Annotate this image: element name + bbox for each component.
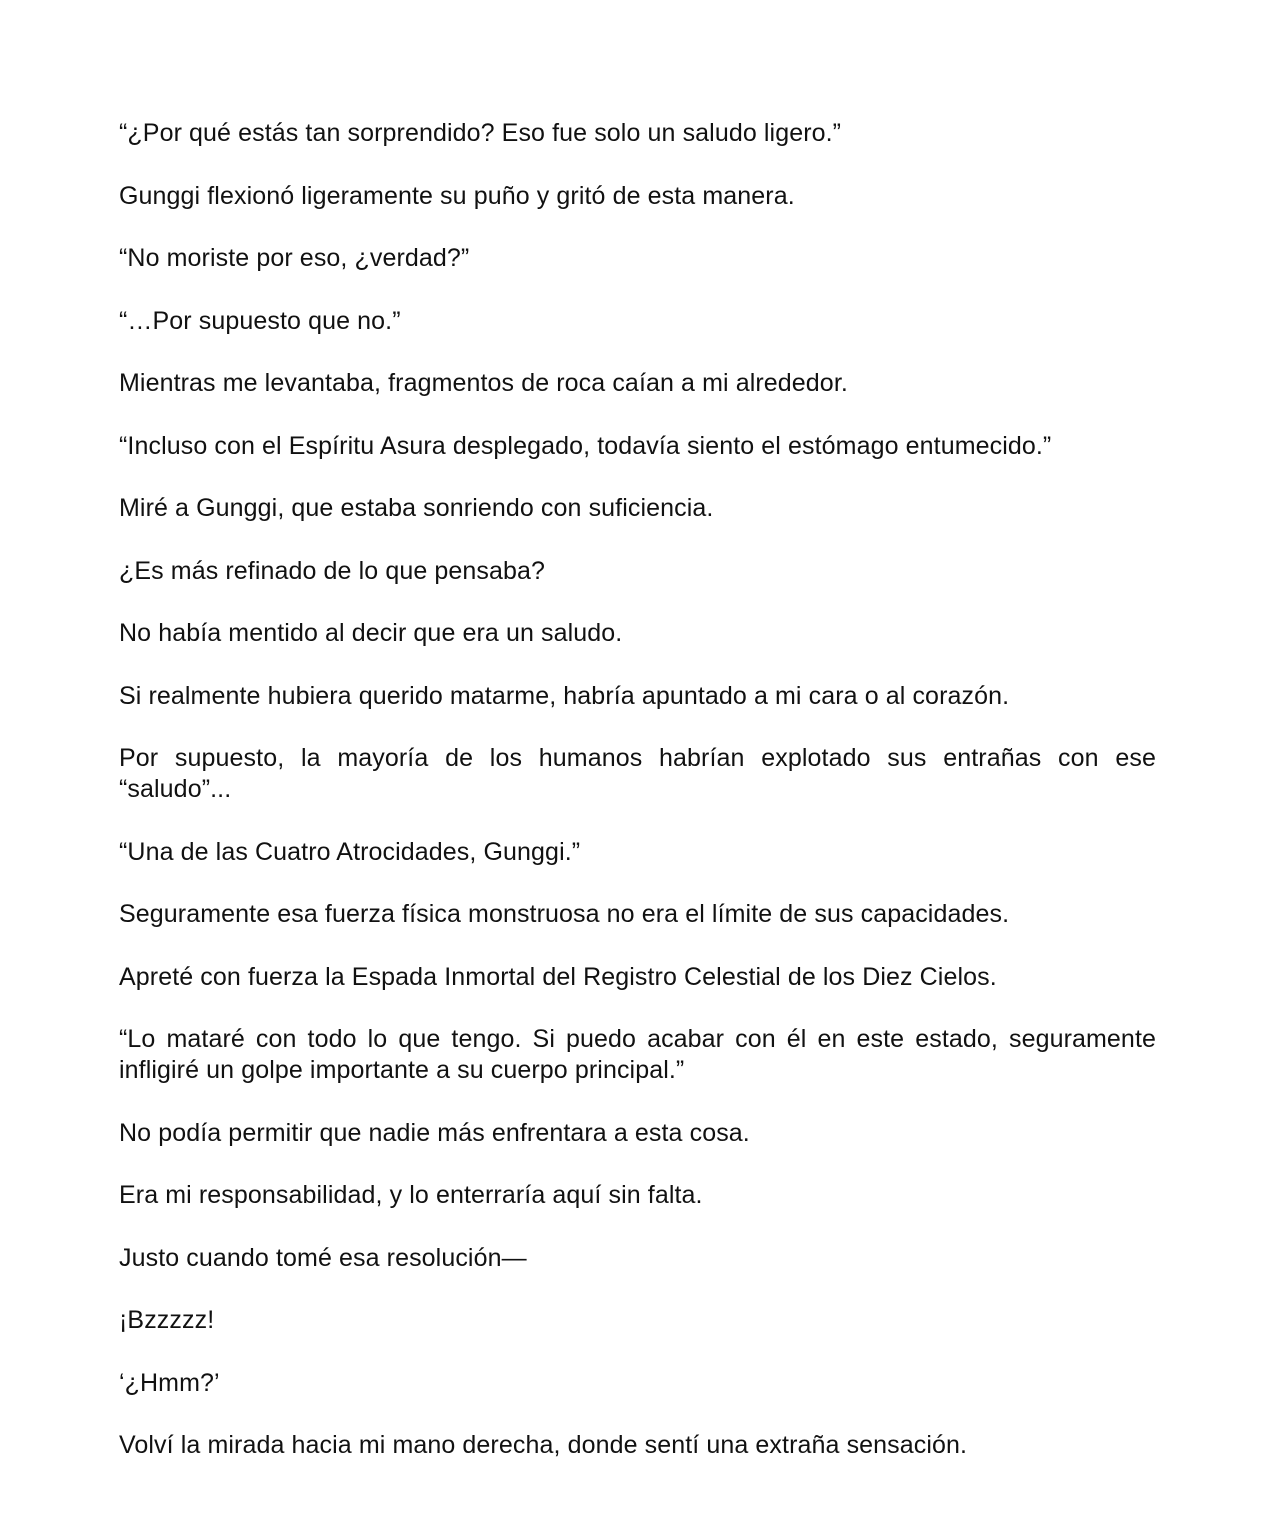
paragraph: “…Por supuesto que no.”: [119, 306, 401, 335]
paragraph: Mientras me levantaba, fragmentos de roca caían a mi alrededor.: [119, 369, 848, 397]
paragraph: “¿Por qué estás tan sorprendido? Eso fue solo un saludo ligero.”: [119, 119, 842, 147]
paragraph: “Una de las Cuatro Atrocidades, Gunggi.”: [119, 837, 581, 866]
paragraph: Miré a Gunggi, que estaba sonriendo con suficiencia.: [119, 494, 714, 522]
paragraph: Gunggi flexionó ligeramente su puño y gritó de esta manera.: [119, 181, 795, 210]
paragraph: Seguramente esa fuerza física monstruosa no era el límite de sus capacidades.: [119, 900, 1010, 928]
paragraph: ‘¿Hmm?’: [119, 1368, 220, 1397]
paragraph: Si realmente hubiera querido matarme, habría apuntado a mi cara o al corazón.: [119, 681, 1010, 710]
document-page: [119, 118, 1156, 1493]
paragraph: ¡Bzzzzz!: [119, 1306, 215, 1334]
paragraph: Por supuesto, la mayoría de los humanos habrían explotado sus entrañas con ese “saludo”...: [119, 744, 1156, 803]
paragraph: ¿Es más refinado de lo que pensaba?: [119, 556, 545, 585]
paragraph: “Incluso con el Espíritu Asura desplegado, todavía siento el estómago entumecido.”: [119, 431, 1052, 460]
paragraph: “No moriste por eso, ¿verdad?”: [119, 244, 470, 272]
paragraph: Era mi responsabilidad, y lo enterraría aquí sin falta.: [119, 1181, 703, 1209]
paragraph: No había mentido al decir que era un saludo.: [119, 619, 623, 647]
paragraph: Justo cuando tomé esa resolución—: [119, 1243, 527, 1272]
paragraph: Apreté con fuerza la Espada Inmortal del Registro Celestial de los Diez Cielos.: [119, 962, 997, 991]
paragraph: Volví la mirada hacia mi mano derecha, donde sentí una extraña sensación.: [119, 1431, 968, 1459]
paragraph: “Lo mataré con todo lo que tengo. Si puedo acabar con él en este estado, seguramente infligiré un golpe importante a su cuerpo principal.”: [119, 1025, 1156, 1084]
paragraph: No podía permitir que nadie más enfrentara a esta cosa.: [119, 1118, 750, 1147]
